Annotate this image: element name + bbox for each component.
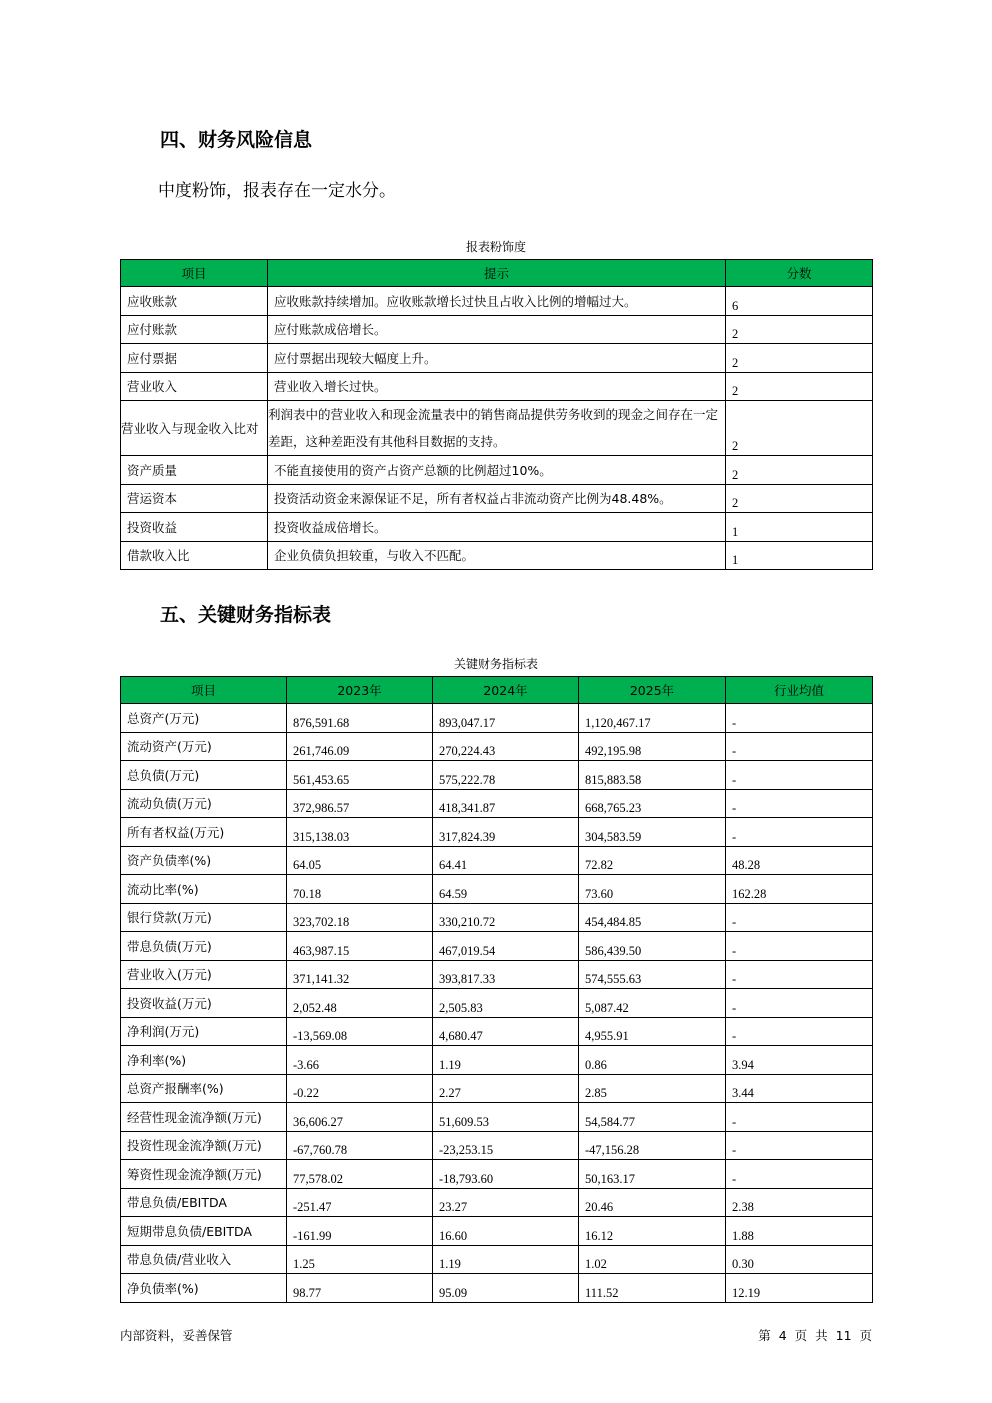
value-2025-cell: 1,120,467.17: [579, 704, 726, 733]
col-header-2024: 2024年: [433, 677, 579, 704]
metric-name-cell: 投资性现金流净额(万元): [121, 1131, 287, 1160]
value-2023-cell: -251.47: [287, 1188, 433, 1217]
value-2025-cell: 50,163.17: [579, 1160, 726, 1189]
hint-cell: 应付账款成倍增长。: [268, 315, 726, 344]
score-cell: 2: [726, 344, 873, 373]
value-2024-cell: 4,680.47: [433, 1017, 579, 1046]
value-2025-cell: 815,883.58: [579, 761, 726, 790]
value-2024-cell: 64.59: [433, 875, 579, 904]
value-2025-cell: 0.86: [579, 1046, 726, 1075]
industry-avg-cell: -: [726, 732, 873, 761]
hint-cell: 营业收入增长过快。: [268, 372, 726, 401]
metric-name-cell: 流动负债(万元): [121, 789, 287, 818]
industry-avg-cell: 3.44: [726, 1074, 873, 1103]
table-row: [121, 1074, 873, 1103]
value-2025-cell: 20.46: [579, 1188, 726, 1217]
industry-avg-cell: -: [726, 903, 873, 932]
table-row: [121, 401, 873, 456]
value-2024-cell: 1.19: [433, 1046, 579, 1075]
metric-name-cell: 筹资性现金流净额(万元): [121, 1160, 287, 1189]
value-2025-cell: 454,484.85: [579, 903, 726, 932]
hint-cell: 应收账款持续增加。应收账款增长过快且占收入比例的增幅过大。: [268, 287, 726, 316]
value-2023-cell: 64.05: [287, 846, 433, 875]
industry-avg-cell: 1.88: [726, 1217, 873, 1246]
value-2025-cell: 4,955.91: [579, 1017, 726, 1046]
metric-name-cell: 银行贷款(万元): [121, 903, 287, 932]
hint-cell: 企业负债负担较重，与收入不匹配。: [268, 541, 726, 570]
value-2023-cell: 261,746.09: [287, 732, 433, 761]
section5-heading: 五、关键财务指标表: [160, 604, 332, 626]
item-cell: 投资收益: [121, 513, 268, 542]
metric-name-cell: 总负债(万元): [121, 761, 287, 790]
table-row: [121, 1188, 873, 1217]
value-2025-cell: 73.60: [579, 875, 726, 904]
metric-name-cell: 流动比率(%): [121, 875, 287, 904]
value-2025-cell: 304,583.59: [579, 818, 726, 847]
value-2024-cell: 23.27: [433, 1188, 579, 1217]
industry-avg-cell: -: [726, 704, 873, 733]
value-2023-cell: 371,141.32: [287, 960, 433, 989]
value-2024-cell: 393,817.33: [433, 960, 579, 989]
metric-name-cell: 带息负债/营业收入: [121, 1245, 287, 1274]
metric-name-cell: 资产负债率(%): [121, 846, 287, 875]
industry-avg-cell: 2.38: [726, 1188, 873, 1217]
value-2023-cell: -161.99: [287, 1217, 433, 1246]
item-cell: 应付票据: [121, 344, 268, 373]
table-row: [121, 989, 873, 1018]
value-2023-cell: 561,453.65: [287, 761, 433, 790]
risk-summary: 中度粉饰，报表存在一定水分。: [158, 181, 396, 201]
value-2024-cell: 2.27: [433, 1074, 579, 1103]
item-cell: 应收账款: [121, 287, 268, 316]
table-row: [121, 932, 873, 961]
score-cell: 1: [726, 513, 873, 542]
value-2024-cell: 467,019.54: [433, 932, 579, 961]
table-row: [121, 1274, 873, 1303]
value-2025-cell: 5,087.42: [579, 989, 726, 1018]
metric-name-cell: 总资产报酬率(%): [121, 1074, 287, 1103]
footer-page-number: 第 4 页 共 11 页: [758, 1328, 872, 1343]
value-2023-cell: 315,138.03: [287, 818, 433, 847]
value-2023-cell: 36,606.27: [287, 1103, 433, 1132]
hint-cell: 利润表中的营业收入和现金流量表中的销售商品提供劳务收到的现金之间存在一定差距，这种差距没有其他科目数据的支持。: [268, 401, 726, 456]
table1-caption: 报表粉饰度: [465, 240, 526, 254]
item-cell: 借款收入比: [121, 541, 268, 570]
value-2025-cell: 111.52: [579, 1274, 726, 1303]
table-row: [121, 1245, 873, 1274]
item-cell: 应付账款: [121, 315, 268, 344]
value-2025-cell: 2.85: [579, 1074, 726, 1103]
table-row: [121, 1160, 873, 1189]
whitewash-table: [120, 259, 873, 570]
col-header-2023: 2023年: [287, 677, 433, 704]
score-cell: 2: [726, 315, 873, 344]
item-cell: 资产质量: [121, 456, 268, 485]
table-row: [121, 903, 873, 932]
section4-heading: 四、财务风险信息: [160, 129, 313, 151]
value-2024-cell: 270,224.43: [433, 732, 579, 761]
value-2024-cell: 2,505.83: [433, 989, 579, 1018]
industry-avg-cell: -: [726, 1160, 873, 1189]
value-2024-cell: 330,210.72: [433, 903, 579, 932]
metric-name-cell: 投资收益(万元): [121, 989, 287, 1018]
industry-avg-cell: 48.28: [726, 846, 873, 875]
col-header-item: 项目: [121, 260, 268, 287]
item-cell: 营运资本: [121, 484, 268, 513]
col-header-2025: 2025年: [579, 677, 726, 704]
value-2024-cell: 418,341.87: [433, 789, 579, 818]
industry-avg-cell: -: [726, 932, 873, 961]
industry-avg-cell: -: [726, 761, 873, 790]
metric-name-cell: 经营性现金流净额(万元): [121, 1103, 287, 1132]
value-2024-cell: 575,222.78: [433, 761, 579, 790]
hint-cell: 投资活动资金来源保证不足，所有者权益占非流动资产比例为48.48%。: [268, 484, 726, 513]
value-2024-cell: 1.19: [433, 1245, 579, 1274]
table-row: [121, 484, 873, 513]
value-2023-cell: 2,052.48: [287, 989, 433, 1018]
table-row: [121, 732, 873, 761]
value-2025-cell: 54,584.77: [579, 1103, 726, 1132]
table2-caption: 关键财务指标表: [453, 657, 538, 671]
table-row: [121, 818, 873, 847]
industry-avg-cell: 12.19: [726, 1274, 873, 1303]
table-row: [121, 541, 873, 570]
table-row: [121, 1217, 873, 1246]
score-cell: 2: [726, 456, 873, 485]
hint-cell: 不能直接使用的资产占资产总额的比例超过10%。: [268, 456, 726, 485]
table-row: [121, 789, 873, 818]
value-2025-cell: 586,439.50: [579, 932, 726, 961]
industry-avg-cell: 3.94: [726, 1046, 873, 1075]
metric-name-cell: 净利率(%): [121, 1046, 287, 1075]
table-row: [121, 287, 873, 316]
value-2025-cell: 72.82: [579, 846, 726, 875]
hint-cell: 应付票据出现较大幅度上升。: [268, 344, 726, 373]
industry-avg-cell: -: [726, 960, 873, 989]
item-cell: 营业收入与现金收入比对: [121, 401, 268, 456]
value-2024-cell: 16.60: [433, 1217, 579, 1246]
col-header-industry-avg: 行业均值: [726, 677, 873, 704]
score-cell: 2: [726, 372, 873, 401]
table-row: [121, 456, 873, 485]
value-2023-cell: -0.22: [287, 1074, 433, 1103]
value-2025-cell: -47,156.28: [579, 1131, 726, 1160]
industry-avg-cell: 0.30: [726, 1245, 873, 1274]
col-header-item: 项目: [121, 677, 287, 704]
value-2023-cell: -67,760.78: [287, 1131, 433, 1160]
value-2025-cell: 16.12: [579, 1217, 726, 1246]
industry-avg-cell: -: [726, 789, 873, 818]
value-2024-cell: -18,793.60: [433, 1160, 579, 1189]
value-2023-cell: 876,591.68: [287, 704, 433, 733]
table-row: [121, 1131, 873, 1160]
table-header-row: [121, 260, 873, 287]
table-row: [121, 513, 873, 542]
value-2025-cell: 492,195.98: [579, 732, 726, 761]
table-row: [121, 315, 873, 344]
metric-name-cell: 流动资产(万元): [121, 732, 287, 761]
footer-confidential: 内部资料，妥善保管: [120, 1328, 233, 1343]
value-2024-cell: 64.41: [433, 846, 579, 875]
table-row: [121, 344, 873, 373]
industry-avg-cell: -: [726, 818, 873, 847]
table-row: [121, 960, 873, 989]
value-2024-cell: 51,609.53: [433, 1103, 579, 1132]
value-2025-cell: 1.02: [579, 1245, 726, 1274]
value-2024-cell: 317,824.39: [433, 818, 579, 847]
item-cell: 营业收入: [121, 372, 268, 401]
key-metrics-table: [120, 676, 873, 1303]
value-2023-cell: 463,987.15: [287, 932, 433, 961]
value-2023-cell: -3.66: [287, 1046, 433, 1075]
value-2023-cell: 323,702.18: [287, 903, 433, 932]
industry-avg-cell: -: [726, 989, 873, 1018]
table-header-row: [121, 677, 873, 704]
value-2023-cell: 98.77: [287, 1274, 433, 1303]
metric-name-cell: 带息负债(万元): [121, 932, 287, 961]
industry-avg-cell: -: [726, 1131, 873, 1160]
table-row: [121, 1103, 873, 1132]
value-2023-cell: 1.25: [287, 1245, 433, 1274]
metric-name-cell: 所有者权益(万元): [121, 818, 287, 847]
table-row: [121, 1046, 873, 1075]
industry-avg-cell: 162.28: [726, 875, 873, 904]
value-2024-cell: 893,047.17: [433, 704, 579, 733]
col-header-score: 分数: [726, 260, 873, 287]
table-row: [121, 704, 873, 733]
metric-name-cell: 总资产(万元): [121, 704, 287, 733]
metric-name-cell: 营业收入(万元): [121, 960, 287, 989]
industry-avg-cell: -: [726, 1103, 873, 1132]
value-2025-cell: 574,555.63: [579, 960, 726, 989]
table-row: [121, 875, 873, 904]
score-cell: 6: [726, 287, 873, 316]
score-cell: 2: [726, 484, 873, 513]
industry-avg-cell: -: [726, 1017, 873, 1046]
value-2023-cell: 77,578.02: [287, 1160, 433, 1189]
metric-name-cell: 净负债率(%): [121, 1274, 287, 1303]
table-row: [121, 1017, 873, 1046]
table-row: [121, 761, 873, 790]
table-row: [121, 846, 873, 875]
value-2023-cell: 70.18: [287, 875, 433, 904]
value-2023-cell: -13,569.08: [287, 1017, 433, 1046]
metric-name-cell: 净利润(万元): [121, 1017, 287, 1046]
hint-cell: 投资收益成倍增长。: [268, 513, 726, 542]
score-cell: 1: [726, 541, 873, 570]
metric-name-cell: 短期带息负债/EBITDA: [121, 1217, 287, 1246]
value-2023-cell: 372,986.57: [287, 789, 433, 818]
value-2025-cell: 668,765.23: [579, 789, 726, 818]
value-2024-cell: -23,253.15: [433, 1131, 579, 1160]
metric-name-cell: 带息负债/EBITDA: [121, 1188, 287, 1217]
table-row: [121, 372, 873, 401]
score-cell: 2: [726, 401, 873, 456]
col-header-hint: 提示: [268, 260, 726, 287]
value-2024-cell: 95.09: [433, 1274, 579, 1303]
